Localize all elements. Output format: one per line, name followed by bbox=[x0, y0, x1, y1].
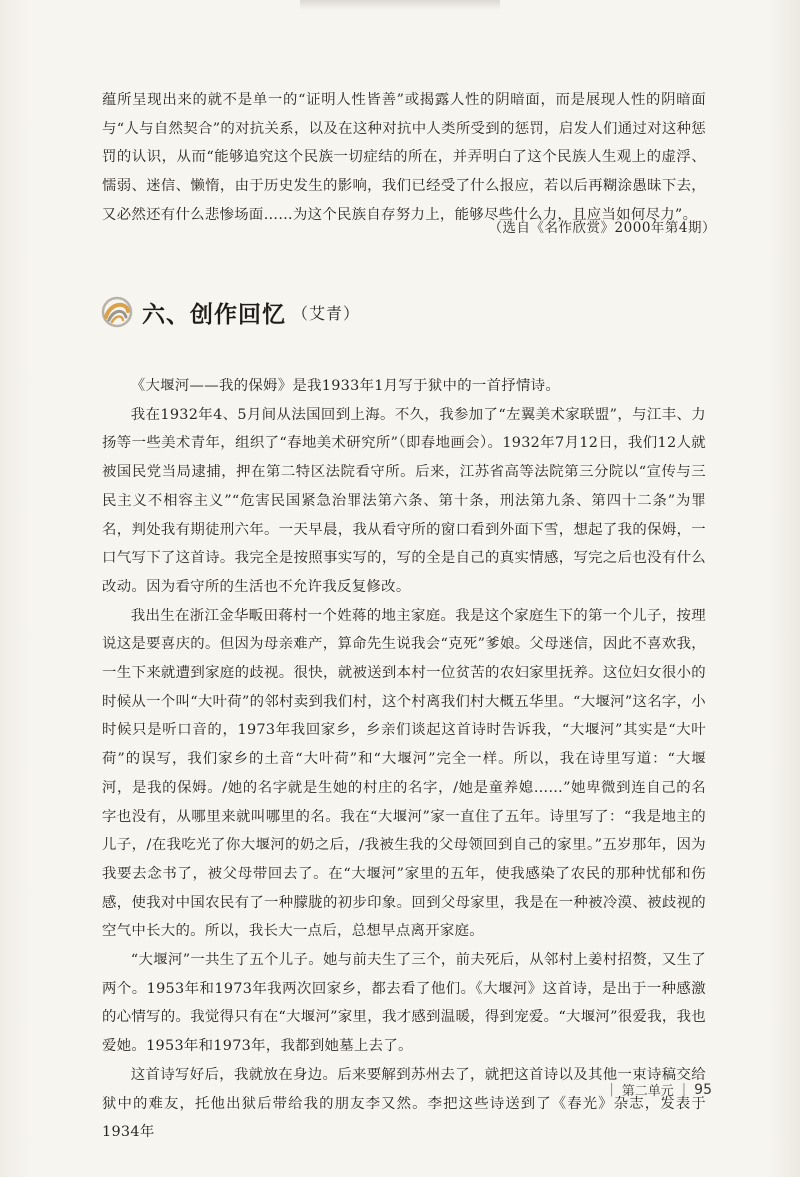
scan-shadow bbox=[300, 0, 500, 10]
paragraph: 这首诗写好后，我就放在身边。后来要解到苏州去了，就把这首诗以及其他一束诗稿交给狱中的难友，托他出狱后带给我的朋友李又然。李把这些诗送到了《春光》杂志，发表于1934年 bbox=[102, 1066, 706, 1141]
intro-paragraph-block bbox=[102, 86, 706, 230]
source-note: （选自《名作欣赏》2000年第4期） bbox=[488, 220, 716, 236]
paragraph: 《大堰河——我的保姆》是我1933年1月写于狱中的一首抒情诗。 bbox=[130, 378, 561, 394]
section-title: 六、创作回忆 bbox=[142, 301, 286, 328]
paragraph: “大堰河”一共生了五个儿子。她与前夫生了三个，前夫死后，从邻村上姜村招赘，又生了两个。1953年和1973年我两次回家乡，都去看了他们。《大堰河》这首诗，是出于一种感激的心情写的。我觉得只有在“大堰河”家里，我才感到温暖，得到宠爱。“大堰河”很爱我，我也爱她。1953年和1973年，我都到她墓上去了。 bbox=[102, 952, 706, 1055]
swirl-bullet-icon bbox=[100, 295, 134, 329]
page-number: 95 bbox=[694, 1081, 712, 1098]
body-text bbox=[102, 372, 706, 1147]
footer-divider: | bbox=[681, 1082, 687, 1097]
paragraph: 我在1932年4、5月间从法国回到上海。不久，我参加了“左翼美术家联盟”，与江丰、力扬等一些美术青年，组织了“春地美术研究所”（即春地画会）。1932年7月12日，我们12人就被国民党当局逮捕，押在第二特区法院看守所。后来，江苏省高等法院第三分院以“宣传与三民主义不相容主义”“危害民国紧急治罪法第六条、第十条，刑法第九条、第四十二条”为罪名，判处我有期徒刑六年。一天早晨，我从看守所的窗口看到外面下雪，想起了我的保姆，一口气写下了这首诗。我完全是按照事实写的，写的全是自己的真实情感，写完之后也没有什么改动。因为看守所的生活也不允许我反复修改。 bbox=[102, 406, 706, 595]
footer-divider: | bbox=[609, 1082, 614, 1097]
page-footer bbox=[609, 1080, 712, 1099]
paragraph: 我出生在浙江金华畈田蒋村一个姓蒋的地主家庭。我是这个家庭生下的第一个儿子，按理说这是要喜庆的。但因为母亲难产，算命先生说我会“克死”爹娘。父母迷信，因此不喜欢我，一生下来就遭到家庭的歧视。很快，就被送到本村一位贫苦的农妇家里抚养。这位妇女很小的时候从一个叫“大叶荷”的邻村卖到我们村，这个村离我们村大概五华里。“大堰河”这名字，小时候只是听口音的，1973年我回家乡，乡亲们谈起这首诗时告诉我，“大堰河”其实是“大叶荷”的误写，我们家乡的土音“大叶荷”和“大堰河”完全一样。所以，我在诗里写道：“大堰河，是我的保姆。/她的名字就是生她的村庄的名字，/她是童养媳……”她卑微到连自己的名字也没有，从哪里来就叫哪里的名。我在“大堰河”家一直住了五年。诗里写了：“我是地主的儿子，/在我吃光了你大堰河的奶之后，/我被生我的父母领回到自己的家里。”五岁那年，因为我要去念书了，被父母带回去了。在“大堰河”家里的五年，使我感染了农民的那种忧郁和伤感，使我对中国农民有了一种朦胧的初步印象。回到父母家里，我是在一种被冷漠、被歧视的空气中长大的。所以，我长大一点后，总想早点离开家庭。 bbox=[102, 607, 706, 940]
section-author: （艾青） bbox=[292, 303, 361, 323]
intro-paragraph: 蕴所呈现出来的就不是单一的“证明人性皆善”或揭露人性的阴暗面，而是展现人性的阴暗面与“人与自然契合”的对抗关系，以及在这种对抗中人类所受到的惩罚，启发人们通过对这种惩罚的认识，从而“能够追究这个民族一切症结的所在，并弄明白了这个民族人生观上的虚浮、懦弱、迷信、懒惰，由于历史发生的影响，我们已经受了什么报应，若以后再糊涂愚昧下去，又必然还有什么悲惨场面……为这个民族自存努力上，能够尽些什么力，且应当如何尽力”。 bbox=[102, 92, 706, 223]
footer-unit: 第二单元 bbox=[621, 1084, 674, 1099]
section-heading bbox=[100, 292, 360, 332]
